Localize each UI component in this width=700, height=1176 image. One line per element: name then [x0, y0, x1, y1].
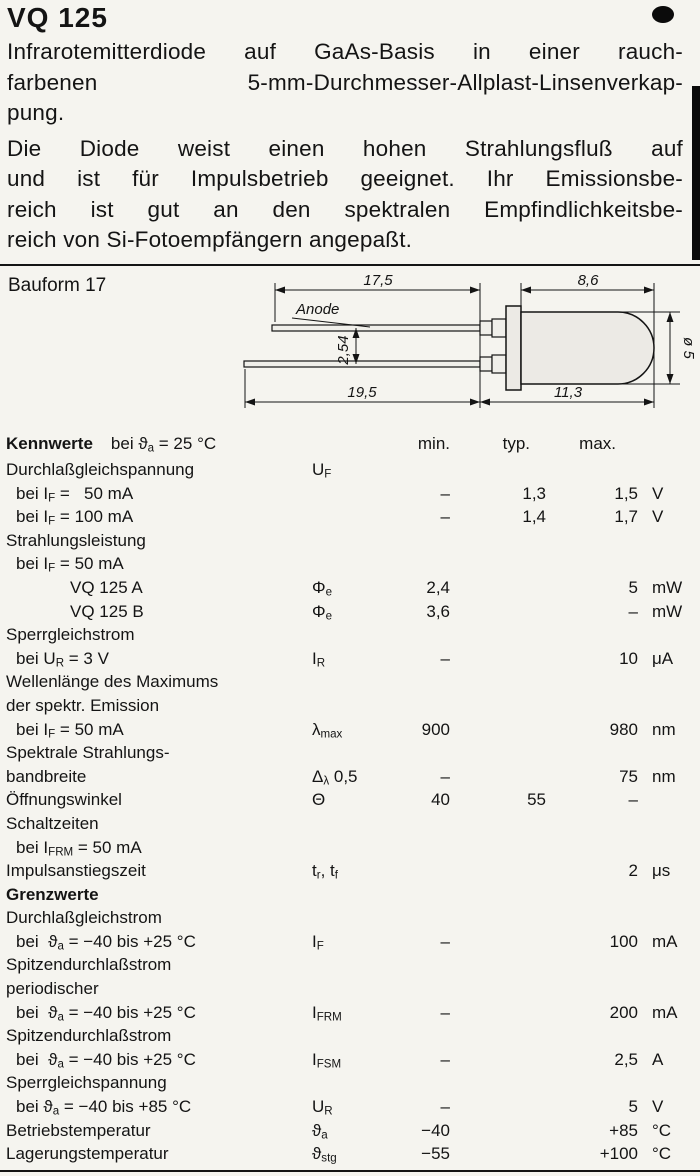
- row-symbol: $I_{FSM}$: [312, 1049, 342, 1071]
- row-min: −55: [421, 1144, 450, 1164]
- row-label: VQ 125 B: [70, 601, 144, 621]
- row-min: –: [440, 483, 450, 503]
- table-row: [6, 600, 696, 624]
- table-row: [6, 953, 696, 977]
- row-label: Spitzendurchlaßstrom: [6, 955, 172, 975]
- row-label: Sperrgleichstrom: [6, 625, 135, 645]
- row-symbol: Θ: [312, 790, 326, 810]
- row-unit: A: [652, 1049, 664, 1069]
- row-unit: [638, 694, 686, 718]
- package-dome: [521, 312, 654, 384]
- row-max: 2: [628, 861, 638, 881]
- row-typ: [450, 977, 546, 1001]
- page-title: VQ 125: [7, 2, 108, 33]
- table-rows: [6, 458, 696, 1166]
- row-typ: [450, 1024, 546, 1048]
- row-min: –: [440, 1002, 450, 1022]
- scan-edge-bar-artifact: [692, 86, 700, 260]
- row-min: [376, 812, 450, 836]
- row-symbol: $ϑ_{stg}$: [312, 1144, 337, 1165]
- row-max: [546, 1071, 638, 1095]
- row-unit: V: [652, 507, 664, 527]
- table-header-row: [6, 430, 696, 458]
- row-min: –: [440, 648, 450, 668]
- row-symbol: $U_R$: [312, 1097, 333, 1118]
- intro: [7, 37, 683, 256]
- table-row: [6, 883, 696, 907]
- row-label: Spitzendurchlaßstrom: [6, 1026, 172, 1046]
- table-row: [6, 1024, 696, 1048]
- table-row: [6, 906, 696, 930]
- row-unit: [638, 670, 686, 694]
- row-label: der spektr. Emission: [6, 695, 160, 715]
- col-header-min: min.: [417, 434, 450, 453]
- intro-line: Infrarotemitterdiode auf GaAs-Basis in einer rauch-: [7, 39, 683, 64]
- table-row: [6, 623, 696, 647]
- row-label: Strahlungsleistung: [6, 530, 146, 550]
- table-row: [6, 741, 696, 765]
- row-label: bei $U_R = 3$ V: [16, 648, 109, 670]
- dim-label-11-3: 11,3: [553, 384, 583, 401]
- row-max: +100: [599, 1144, 638, 1164]
- row-symbol: [306, 883, 376, 907]
- table-row: [6, 812, 696, 836]
- row-label: bei $ϑ_a = -40$ bis +85 °C: [16, 1097, 192, 1118]
- row-symbol: $I_{FRM}$: [312, 1002, 342, 1024]
- row-unit: [638, 977, 686, 1001]
- row-min: 40: [431, 790, 450, 810]
- row-typ: [450, 1071, 546, 1095]
- row-max: [546, 623, 638, 647]
- intro-line: pung.: [7, 100, 65, 125]
- table-row: [6, 552, 696, 576]
- row-max: [546, 741, 638, 765]
- row-label: Schaltzeiten: [6, 813, 99, 833]
- table-row: [6, 859, 696, 883]
- row-symbol: [306, 741, 376, 765]
- table-row: [6, 1001, 696, 1025]
- row-symbol: [306, 953, 376, 977]
- row-max: [546, 883, 638, 907]
- row-typ: [450, 953, 546, 977]
- row-min: –: [440, 931, 450, 951]
- row-max: [546, 906, 638, 930]
- row-symbol: [306, 1024, 376, 1048]
- row-typ: 1,4: [522, 507, 546, 527]
- table-row: [6, 458, 696, 482]
- anode-label: Anode: [296, 301, 340, 318]
- row-symbol: $I_F$: [312, 931, 324, 953]
- row-min: [376, 741, 450, 765]
- row-max: +85: [609, 1120, 638, 1140]
- row-max: 1,7: [614, 507, 638, 527]
- row-max: 1,5: [614, 483, 638, 503]
- row-label: Betriebstemperatur: [6, 1120, 151, 1140]
- row-typ: [450, 529, 546, 553]
- row-min: [376, 1071, 450, 1095]
- row-unit: mA: [652, 931, 678, 951]
- table-row: [6, 670, 696, 694]
- row-min: 3,6: [426, 601, 450, 621]
- row-symbol: [306, 623, 376, 647]
- table-row: [6, 529, 696, 553]
- row-label: Grenzwerte: [6, 884, 99, 904]
- intro-line: reich von Si-Fotoempfängern angepaßt.: [7, 227, 413, 252]
- row-label: periodischer: [6, 979, 99, 999]
- row-label: bei $I_F = 50$ mA: [16, 483, 134, 505]
- row-label: Sperrgleichspannung: [6, 1073, 167, 1093]
- col-header-max: max.: [579, 434, 616, 453]
- row-max: 980: [609, 719, 638, 739]
- divider-rule: [0, 264, 700, 266]
- row-symbol: $\Phi_e$: [312, 601, 332, 623]
- row-unit: V: [652, 1097, 664, 1117]
- table-row: [6, 836, 696, 860]
- row-unit: μA: [652, 648, 674, 668]
- row-symbol: $U_F$: [312, 460, 332, 481]
- table-row: [6, 930, 696, 954]
- row-min: –: [440, 1097, 450, 1117]
- row-symbol: [306, 1071, 376, 1095]
- row-typ: [450, 812, 546, 836]
- dim-label-diameter: ø 5: [680, 337, 697, 359]
- row-min: 2,4: [426, 577, 450, 597]
- row-label: Öffnungswinkel: [6, 790, 122, 810]
- row-max: 5: [628, 1097, 638, 1117]
- row-label: bandbreite: [6, 766, 87, 786]
- dim-label-2-54: 2,54: [335, 335, 352, 365]
- row-min: –: [440, 507, 450, 527]
- row-typ: 55: [527, 790, 546, 810]
- row-min: –: [440, 1049, 450, 1069]
- intro-line: und ist für Impulsbetrieb geeignet. Ihr Emissionsbe-: [7, 166, 683, 191]
- row-symbol: $t_r$, $t_f$: [312, 861, 338, 882]
- intro-line: farbenen 5-mm-Durchmesser-Allplast-Linsenverkap-: [7, 69, 683, 95]
- row-label: Durchlaßgleichspannung: [6, 460, 195, 479]
- table-row: [6, 576, 696, 600]
- row-max: [546, 812, 638, 836]
- dim-label-8-6: 8,6: [577, 272, 599, 289]
- row-typ: [450, 741, 546, 765]
- row-symbol: [306, 977, 376, 1001]
- row-max: 200: [609, 1002, 638, 1022]
- row-unit: [638, 529, 686, 553]
- table-row: [6, 1142, 696, 1166]
- table-row: [6, 977, 696, 1001]
- cathode-lead: [244, 355, 506, 373]
- row-unit: nm: [652, 766, 676, 786]
- row-label: Spektrale Strahlungs-: [6, 743, 170, 763]
- row-min: −40: [421, 1120, 450, 1140]
- dim-label-17-5: 17,5: [363, 272, 393, 289]
- row-min: –: [440, 766, 450, 786]
- row-label: VQ 125 A: [70, 577, 143, 597]
- row-label: bei $I_F = 50$ mA: [16, 719, 124, 741]
- row-symbol: $I_R$: [312, 648, 326, 670]
- row-label: Wellenlänge des Maximums: [6, 672, 219, 692]
- row-unit: [638, 906, 686, 930]
- row-unit: [638, 741, 686, 765]
- intro-line: reich ist gut an den spektralen Empfindlichkeitsbe-: [7, 196, 683, 222]
- row-label: bei $I_F = 50$ mA: [16, 554, 124, 575]
- row-min: [376, 906, 450, 930]
- row-unit: V: [652, 483, 664, 503]
- row-label: bei $I_F = 100$ mA: [16, 507, 134, 528]
- row-min: [376, 883, 450, 907]
- anode-lead: [272, 319, 506, 337]
- row-symbol: $\lambda_{max}$: [312, 719, 343, 741]
- row-min: 900: [421, 719, 450, 739]
- kennwerte-title: Kennwerte: [6, 434, 93, 453]
- table-row: [6, 1119, 696, 1143]
- row-typ: [450, 694, 546, 718]
- kennwerte-condition: bei $ϑ_a = 25$ °C: [110, 434, 217, 455]
- row-max: [546, 694, 638, 718]
- row-symbol: [306, 529, 376, 553]
- row-label: Durchlaßgleichstrom: [6, 908, 162, 928]
- row-unit: °C: [652, 1144, 672, 1164]
- row-max: 2,5: [614, 1049, 638, 1069]
- row-typ: [450, 670, 546, 694]
- row-unit: [638, 1024, 686, 1048]
- table-row: [6, 718, 696, 742]
- row-unit: [638, 788, 686, 812]
- spec-table: [6, 430, 696, 1166]
- row-max: [546, 953, 638, 977]
- col-header-typ: typ.: [502, 434, 530, 453]
- row-unit: mA: [652, 1002, 678, 1022]
- row-max: 100: [609, 931, 638, 951]
- punch-dot-artifact: [652, 6, 674, 23]
- row-unit: nm: [652, 719, 676, 739]
- row-typ: 1,3: [522, 483, 546, 503]
- row-max: [546, 529, 638, 553]
- led-package-drawing: [228, 270, 698, 432]
- table-row: [6, 505, 696, 529]
- row-min: [376, 953, 450, 977]
- row-unit: mW: [652, 601, 683, 621]
- table-row: [6, 1071, 696, 1095]
- row-label: bei $I_{FRM} = 50$ mA: [16, 837, 142, 859]
- dim-label-19-5: 19,5: [347, 384, 377, 401]
- row-unit: [638, 883, 686, 907]
- row-symbol: $ϑ_a$: [312, 1120, 328, 1142]
- row-min: [376, 529, 450, 553]
- row-min: [376, 694, 450, 718]
- table-row: [6, 765, 696, 789]
- intro-paragraph: [7, 134, 683, 256]
- row-label: Impulsanstiegszeit: [6, 861, 146, 881]
- row-symbol: [306, 694, 376, 718]
- row-max: –: [628, 790, 638, 810]
- row-label: bei $ϑ_a = -40$ bis +25 °C: [16, 1049, 196, 1071]
- row-typ: [450, 906, 546, 930]
- row-symbol: [306, 670, 376, 694]
- row-max: [546, 1024, 638, 1048]
- row-unit: [638, 623, 686, 647]
- row-unit: [638, 812, 686, 836]
- row-typ: [450, 623, 546, 647]
- row-symbol: $\Phi_e$: [312, 577, 332, 599]
- row-max: –: [628, 601, 638, 621]
- row-unit: [638, 953, 686, 977]
- row-label: Lagerungstemperatur: [6, 1144, 169, 1164]
- row-max: [546, 977, 638, 1001]
- table-row: [6, 694, 696, 718]
- table-row: [6, 647, 696, 671]
- intro-line: Die Diode weist einen hohen Strahlungsfluß auf: [7, 135, 683, 161]
- row-symbol: [306, 812, 376, 836]
- table-row: [6, 788, 696, 812]
- row-min: [376, 670, 450, 694]
- row-max: 10: [619, 648, 638, 668]
- row-unit: [638, 1071, 686, 1095]
- package-flange: [506, 306, 521, 390]
- row-label: bei $ϑ_a = -40$ bis +25 °C: [16, 931, 196, 953]
- table-row: [6, 1048, 696, 1072]
- row-max: [546, 670, 638, 694]
- row-min: [376, 1024, 450, 1048]
- bottom-rule: [0, 1170, 700, 1172]
- row-min: [376, 977, 450, 1001]
- table-row: [6, 482, 696, 506]
- row-max: 5: [628, 577, 638, 597]
- intro-paragraph: [7, 37, 683, 129]
- row-typ: [450, 883, 546, 907]
- row-unit: °C: [652, 1120, 672, 1140]
- table-row: [6, 1095, 696, 1119]
- row-unit: mW: [652, 577, 683, 597]
- row-max: 75: [619, 766, 638, 786]
- row-label: bei $ϑ_a = -40$ bis +25 °C: [16, 1002, 196, 1024]
- row-typ: [450, 1142, 546, 1171]
- row-symbol: [306, 906, 376, 930]
- row-min: [376, 623, 450, 647]
- row-symbol: $\Delta_\lambda$ 0,5: [312, 766, 358, 788]
- bauform-label: Bauform 17: [8, 275, 107, 296]
- row-unit: μs: [652, 861, 671, 881]
